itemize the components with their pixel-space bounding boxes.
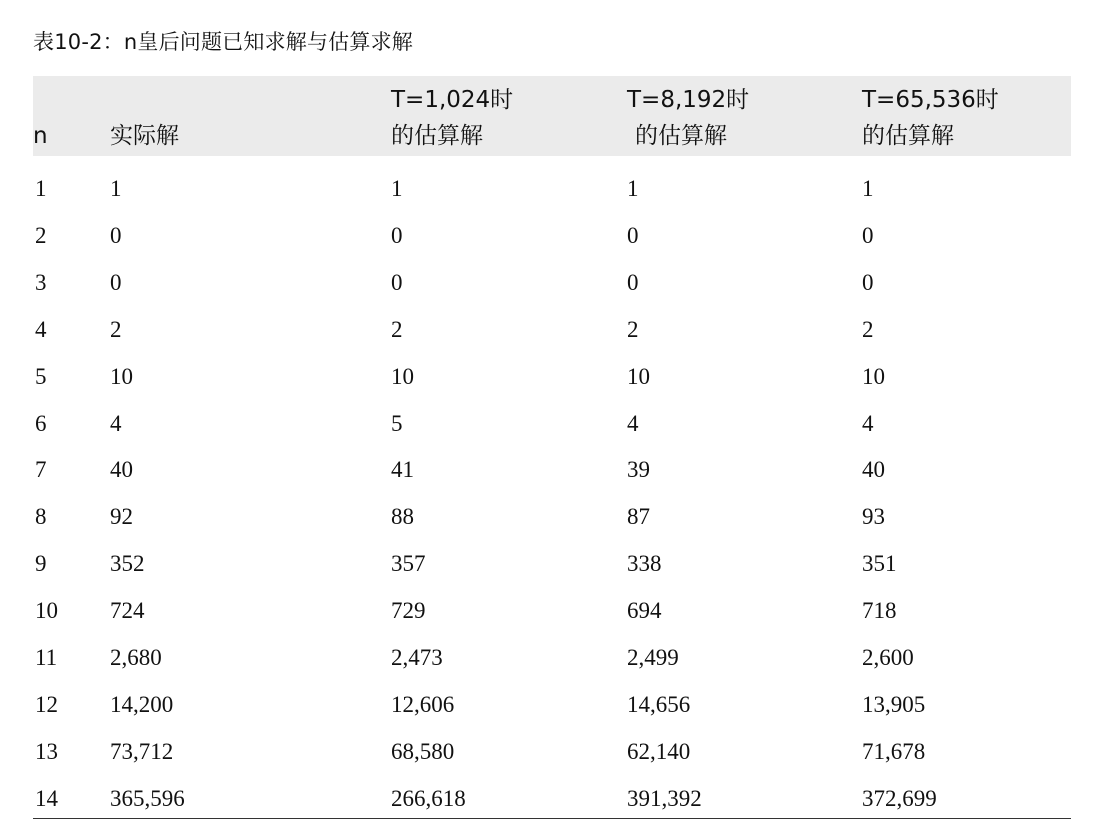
cell-t65536: 351 [862,551,897,577]
table-row [33,260,1071,307]
cell-actual: 0 [110,222,122,248]
cell-actual: 2,680 [110,645,162,671]
cell-t1024: 68,580 [391,738,455,764]
header-n-line2: n [33,123,48,149]
header-t1024-line2: 的估算解 [391,123,483,149]
cell-n: 13 [35,738,58,764]
cell-actual: 0 [110,269,122,295]
cell-t1024: 41 [391,457,414,483]
header-t1024 [391,76,627,156]
cell-n: 3 [35,269,47,295]
cell-t8192: 4 [627,410,639,436]
table-header [33,76,1071,156]
cell-t65536: 1 [862,176,874,201]
cell-t8192: 1 [627,176,639,201]
cell-actual: 724 [110,598,145,624]
cell-t1024: 1 [391,176,403,201]
cell-t8192: 87 [627,504,650,530]
cell-t1024: 12,606 [391,691,455,717]
cell-n: 5 [35,363,47,389]
cell-actual: 10 [110,363,133,389]
header-actual-line2: 实际解 [110,123,179,149]
table-row [33,635,1071,682]
table-row [33,401,1071,448]
table-row [33,494,1071,541]
cell-actual: 4 [110,410,122,436]
cell-n: 6 [35,410,47,436]
cell-t8192: 2 [627,316,639,342]
header-t65536-line1: T=65,536时 [862,87,999,113]
cell-t8192: 14,656 [627,691,691,717]
cell-actual: 73,712 [110,738,174,764]
cell-actual: 1 [110,176,122,201]
cell-t8192: 62,140 [627,738,691,764]
cell-t65536: 4 [862,410,874,436]
header-t8192 [627,76,862,156]
table-body [33,156,1071,823]
cell-t8192: 338 [627,551,662,577]
table-row [33,682,1071,729]
header-t8192-line1: T=8,192时 [627,87,750,113]
table-row [33,776,1071,823]
cell-t8192: 694 [627,598,662,624]
header-t1024-line1: T=1,024时 [391,87,514,113]
cell-t65536: 13,905 [862,691,926,717]
cell-n: 4 [35,316,47,342]
cell-t65536: 10 [862,363,885,389]
cell-n: 14 [35,785,58,811]
cell-t1024: 266,618 [391,785,466,811]
cell-t1024: 0 [391,269,403,295]
cell-t1024: 357 [391,551,426,577]
cell-actual: 92 [110,504,133,530]
cell-t1024: 729 [391,598,426,624]
cell-t8192: 10 [627,363,650,389]
cell-n: 9 [35,551,47,577]
header-actual [110,76,391,156]
cell-n: 11 [35,645,58,671]
cell-t8192: 2,499 [627,645,679,671]
cell-t1024: 0 [391,222,403,248]
cell-t1024: 5 [391,410,403,436]
cell-t65536: 71,678 [862,738,926,764]
table-row [33,213,1071,260]
cell-t65536: 40 [862,457,885,483]
table-row [33,447,1071,494]
cell-actual: 40 [110,457,133,483]
n-queens-table [33,76,1071,823]
header-t65536 [862,76,1071,156]
cell-t1024: 10 [391,363,414,389]
cell-t65536: 718 [862,598,897,624]
cell-t1024: 88 [391,504,414,530]
cell-t1024: 2 [391,316,403,342]
cell-t65536: 93 [862,504,885,530]
table-row [33,156,1071,213]
cell-n: 2 [35,222,47,248]
cell-t65536: 0 [862,269,874,295]
cell-t8192: 391,392 [627,785,702,811]
header-t8192-line2: 的估算解 [635,123,727,149]
header-t65536-line2: 的估算解 [862,123,954,149]
table-row [33,588,1071,635]
table-caption: 表10-2：n皇后问题已知求解与估算求解 [33,30,413,54]
cell-t65536: 372,699 [862,785,937,811]
cell-t65536: 0 [862,222,874,248]
table-row [33,354,1071,401]
cell-t8192: 0 [627,222,639,248]
cell-t65536: 2 [862,316,874,342]
cell-n: 1 [35,176,47,201]
cell-n: 7 [35,457,47,483]
header-n [33,76,110,156]
cell-n: 12 [35,691,58,717]
cell-t8192: 0 [627,269,639,295]
header-row [33,76,1071,156]
cell-actual: 352 [110,551,145,577]
cell-n: 10 [35,598,58,624]
cell-actual: 14,200 [110,691,174,717]
cell-actual: 2 [110,316,122,342]
cell-n: 8 [35,504,47,530]
table-row [33,307,1071,354]
cell-t65536: 2,600 [862,645,914,671]
table-row [33,541,1071,588]
cell-actual: 365,596 [110,785,185,811]
table-row [33,729,1071,776]
bottom-rule [33,818,1071,819]
cell-t8192: 39 [627,457,650,483]
cell-t1024: 2,473 [391,645,443,671]
